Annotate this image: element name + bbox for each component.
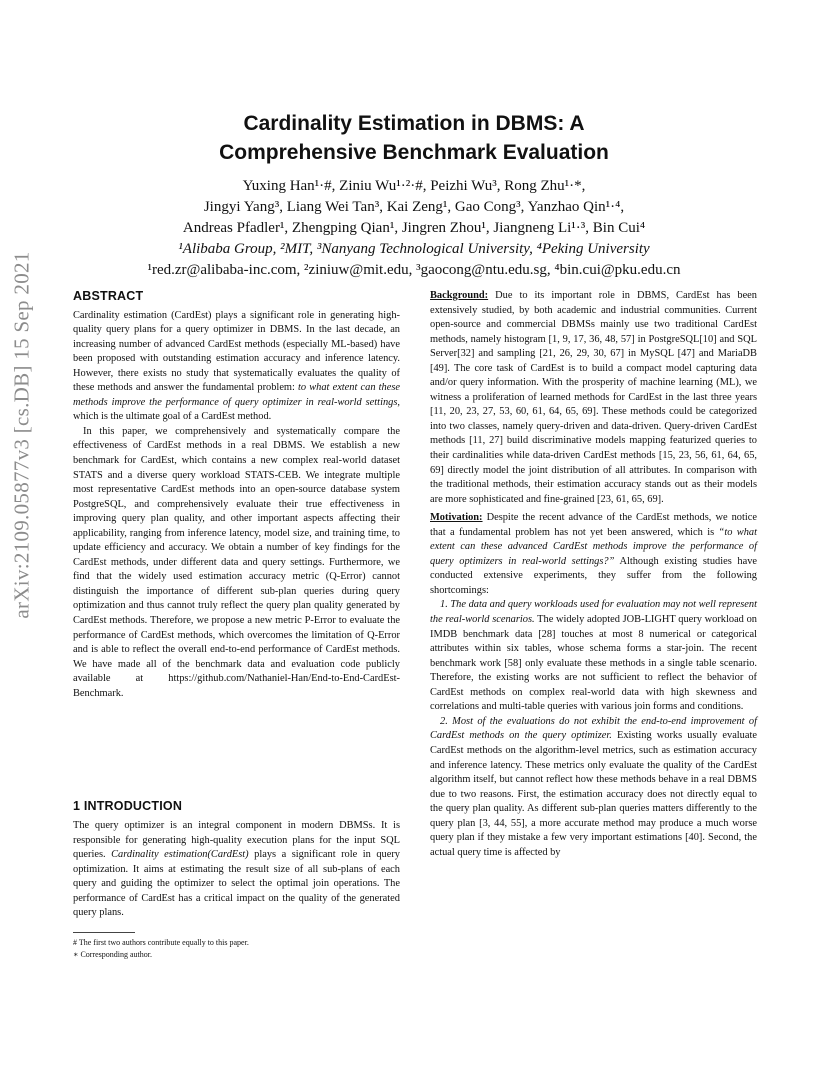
footnotes — [73, 937, 249, 960]
item1-text: The widely adopted JOB-LIGHT query workload on IMDB benchmark data [28] touches at most 8 numerical or categorical attributes within six tables, whose schema forms a star-join. The recent benchmark work [58] only evaluate these methods in a single table scenario. Therefore, the existing works are not sufficient to reflect the behavior of CardEst methods on complex real-world data with high skewness and correlations and multi-table queries with various join forms and conditions. — [430, 614, 757, 713]
motivation-text-b: Although existing studies have conducted extensive experiments, they suffer from the following shortcomings: — [430, 555, 758, 596]
arxiv-sidebar — [0, 250, 44, 620]
paper-title — [0, 109, 828, 167]
shortcoming-item-2 — [430, 715, 757, 860]
item1-italic: 1. The data and query workloads used for evaluation may not well represent the real-world scenarios. — [430, 599, 757, 626]
abstract-p1-text-b: , which is the ultimate goal of a CardEst method. — [73, 396, 400, 423]
abstract-paragraph-1 — [73, 309, 400, 425]
authors-line-2: Jingyi Yang³, Liang Wei Tan³, Kai Zeng¹, Gao Cong³, Yanzhao Qin¹·⁴, — [203, 199, 625, 215]
abstract-heading: ABSTRACT — [73, 289, 144, 303]
author-block — [0, 176, 828, 281]
title-line-2: Comprehensive Benchmark Evaluation — [219, 141, 609, 164]
footnote-divider — [73, 932, 135, 933]
background-paragraph — [430, 289, 757, 507]
motivation-paragraph — [430, 511, 757, 598]
left-column — [73, 289, 400, 701]
arxiv-identifier: arXiv:2109.05877v3 [cs.DB] 15 Sep 2021 — [9, 251, 34, 619]
motivation-label: Motivation: — [430, 512, 483, 524]
background-text: Due to its important role in DBMS, CardEst has been extensively studied, by both academic and industrial communities. Current open-source and commercial DBMSs mainly use two traditional CardEst methods, namely histogram [1, 9, 17, 36, 48, 57] in PostgreSQL[10] and SQL Server[32] and sampling [21, 26, 29, 30, 67] in MySQL [47] and MariaDB [49]. The core task of CardEst is to build a compact model capturing data and/or query information. With the prosperity of machine learning (ML), we witness a proliferation of learned methods for CardEst in the last three years [11, 20, 23, 27, 53, 60, 61, 64, 65, 69]. These methods could be categorized into two classes, namely query-driven and data-driven. Query-driven CardEst methods [11, 27] build discriminative models mapping featurized queries to their cardinalities while data-driven CardEst methods [15, 23, 56, 61, 64, 65, 69] directly model the joint distribution of all attributes. In comparison with the traditional methods, their estimation accuracy stands out as their models are more sophisticated and fine-grained [23, 61, 65, 69]. — [430, 290, 757, 505]
abstract-paragraph-2: In this paper, we comprehensively and systematically compare the effectiveness of CardEst methods in a real DBMS. We establish a new benchmark for CardEst, which contains a new complex real-world dataset STATS and a diverse query workload STATS-CEB. We integrate multiple most representative CardEst methods into an open-source database system PostgreSQL, and comprehensively evaluate their true effectiveness in improving query plan quality, and other important aspects affecting their applicability, ranging from inference latency, model size, and training time, to update efficiency and accuracy. We obtain a number of key findings for the CardEst methods, under different data and query settings. Furthermore, we find that the widely used estimation accuracy metric (Q-Error) cannot distinguish the importance of different sub-plan queries during query optimization and thus cannot truly reflect the query plan quality generated by CardEst methods. Therefore, we propose a new metric P-Error to evaluate the performance of CardEst methods, which overcomes the limitation of Q-Error and is able to reflect the overall end-to-end performance of CardEst methods. We have made all of the benchmark data and evaluation code publicly available at https://github.com/Nathaniel-Han/End-to-End-CardEst-Benchmark. — [73, 425, 400, 699]
footnote-corresponding-author: ∗ Corresponding author. — [73, 949, 152, 959]
intro-p1-text-a: The query optimizer is an integral component in modern DBMSs. It is responsible for generating high-quality execution plans for the input SQL queries. — [73, 820, 400, 861]
authors-line-1: Yuxing Han¹·#, Ziniu Wu¹·²·#, Peizhi Wu³, Rong Zhu¹·*, — [242, 178, 586, 194]
introduction-heading: 1 INTRODUCTION — [73, 799, 183, 813]
intro-p1-italic: Cardinality estimation(CardEst) — [111, 849, 249, 861]
title-line-1: Cardinality Estimation in DBMS: A — [243, 112, 585, 135]
motivation-italic: “to what extent can these advanced CardEst methods improve the performance of query optimizers in real-world settings?” — [430, 526, 757, 567]
author-emails: ¹red.zr@alibaba-inc.com, ²ziniuw@mit.edu, ³gaocong@ntu.edu.sg, ⁴bin.cui@pku.edu.cn — [147, 262, 681, 278]
footnote-equal-contribution: # The first two authors contribute equally to this paper. — [73, 938, 249, 947]
item2-italic: 2. Most of the evaluations do not exhibit the end-to-end improvement of CardEst methods on the query optimizer. — [430, 715, 757, 742]
abstract-p1-italic: to what extent can these methods improve the performance of query optimizer in real-world settings — [73, 382, 400, 408]
background-label: Background: — [430, 290, 489, 301]
motivation-text-a: Despite the recent advance of the CardEst methods, we notice that a fundamental problem has not yet been answered, which is — [430, 512, 757, 538]
introduction-paragraph-1 — [73, 819, 400, 921]
affiliations: ¹Alibaba Group, ²MIT, ³Nanyang Technological University, ⁴Peking University — [178, 241, 650, 257]
shortcoming-item-1 — [430, 598, 757, 714]
intro-p1-text-b: plays a significant role in query optimization. It aims at estimating the result size of all sub-plans of each query and guiding the optimizer to select the optimal join operations. The performance of CardEst has a critical impact on the quality of the generated query plans. — [73, 849, 400, 919]
item2-text: Existing works usually evaluate CardEst methods on the algorithm-level metrics, such as estimation accuracy and inference latency. These metrics only evaluate the quality of the CardEst algorithm itself, but cannot reflect how these methods behave in a real DBMS due to two reasons. First, the estimation accuracy does not directly equal to the query plan quality. As different sub-plan queries matters differently to the query plan [3, 44, 55], a more accurate method may produce a much worse query plan if they mistake a few very important estimations [40]. Second, the actual query time is affected by — [430, 730, 757, 858]
introduction-body — [73, 819, 400, 921]
abstract-p1-text-a: Cardinality estimation (CardEst) plays a significant role in generating high-quality query plans for a query optimizer in DBMS. In the last decade, an increasing number of advanced CardEst methods (especially ML-based) have been proposed with outstanding estimation accuracy and inference latency. However, there exists no study that systematically evaluates the quality of these methods and answer the fundamental problem: — [73, 309, 400, 394]
authors-line-3: Andreas Pfadler¹, Zhengping Qian¹, Jingren Zhou¹, Jiangneng Li¹·³, Bin Cui⁴ — [182, 220, 646, 236]
right-column — [430, 289, 757, 860]
